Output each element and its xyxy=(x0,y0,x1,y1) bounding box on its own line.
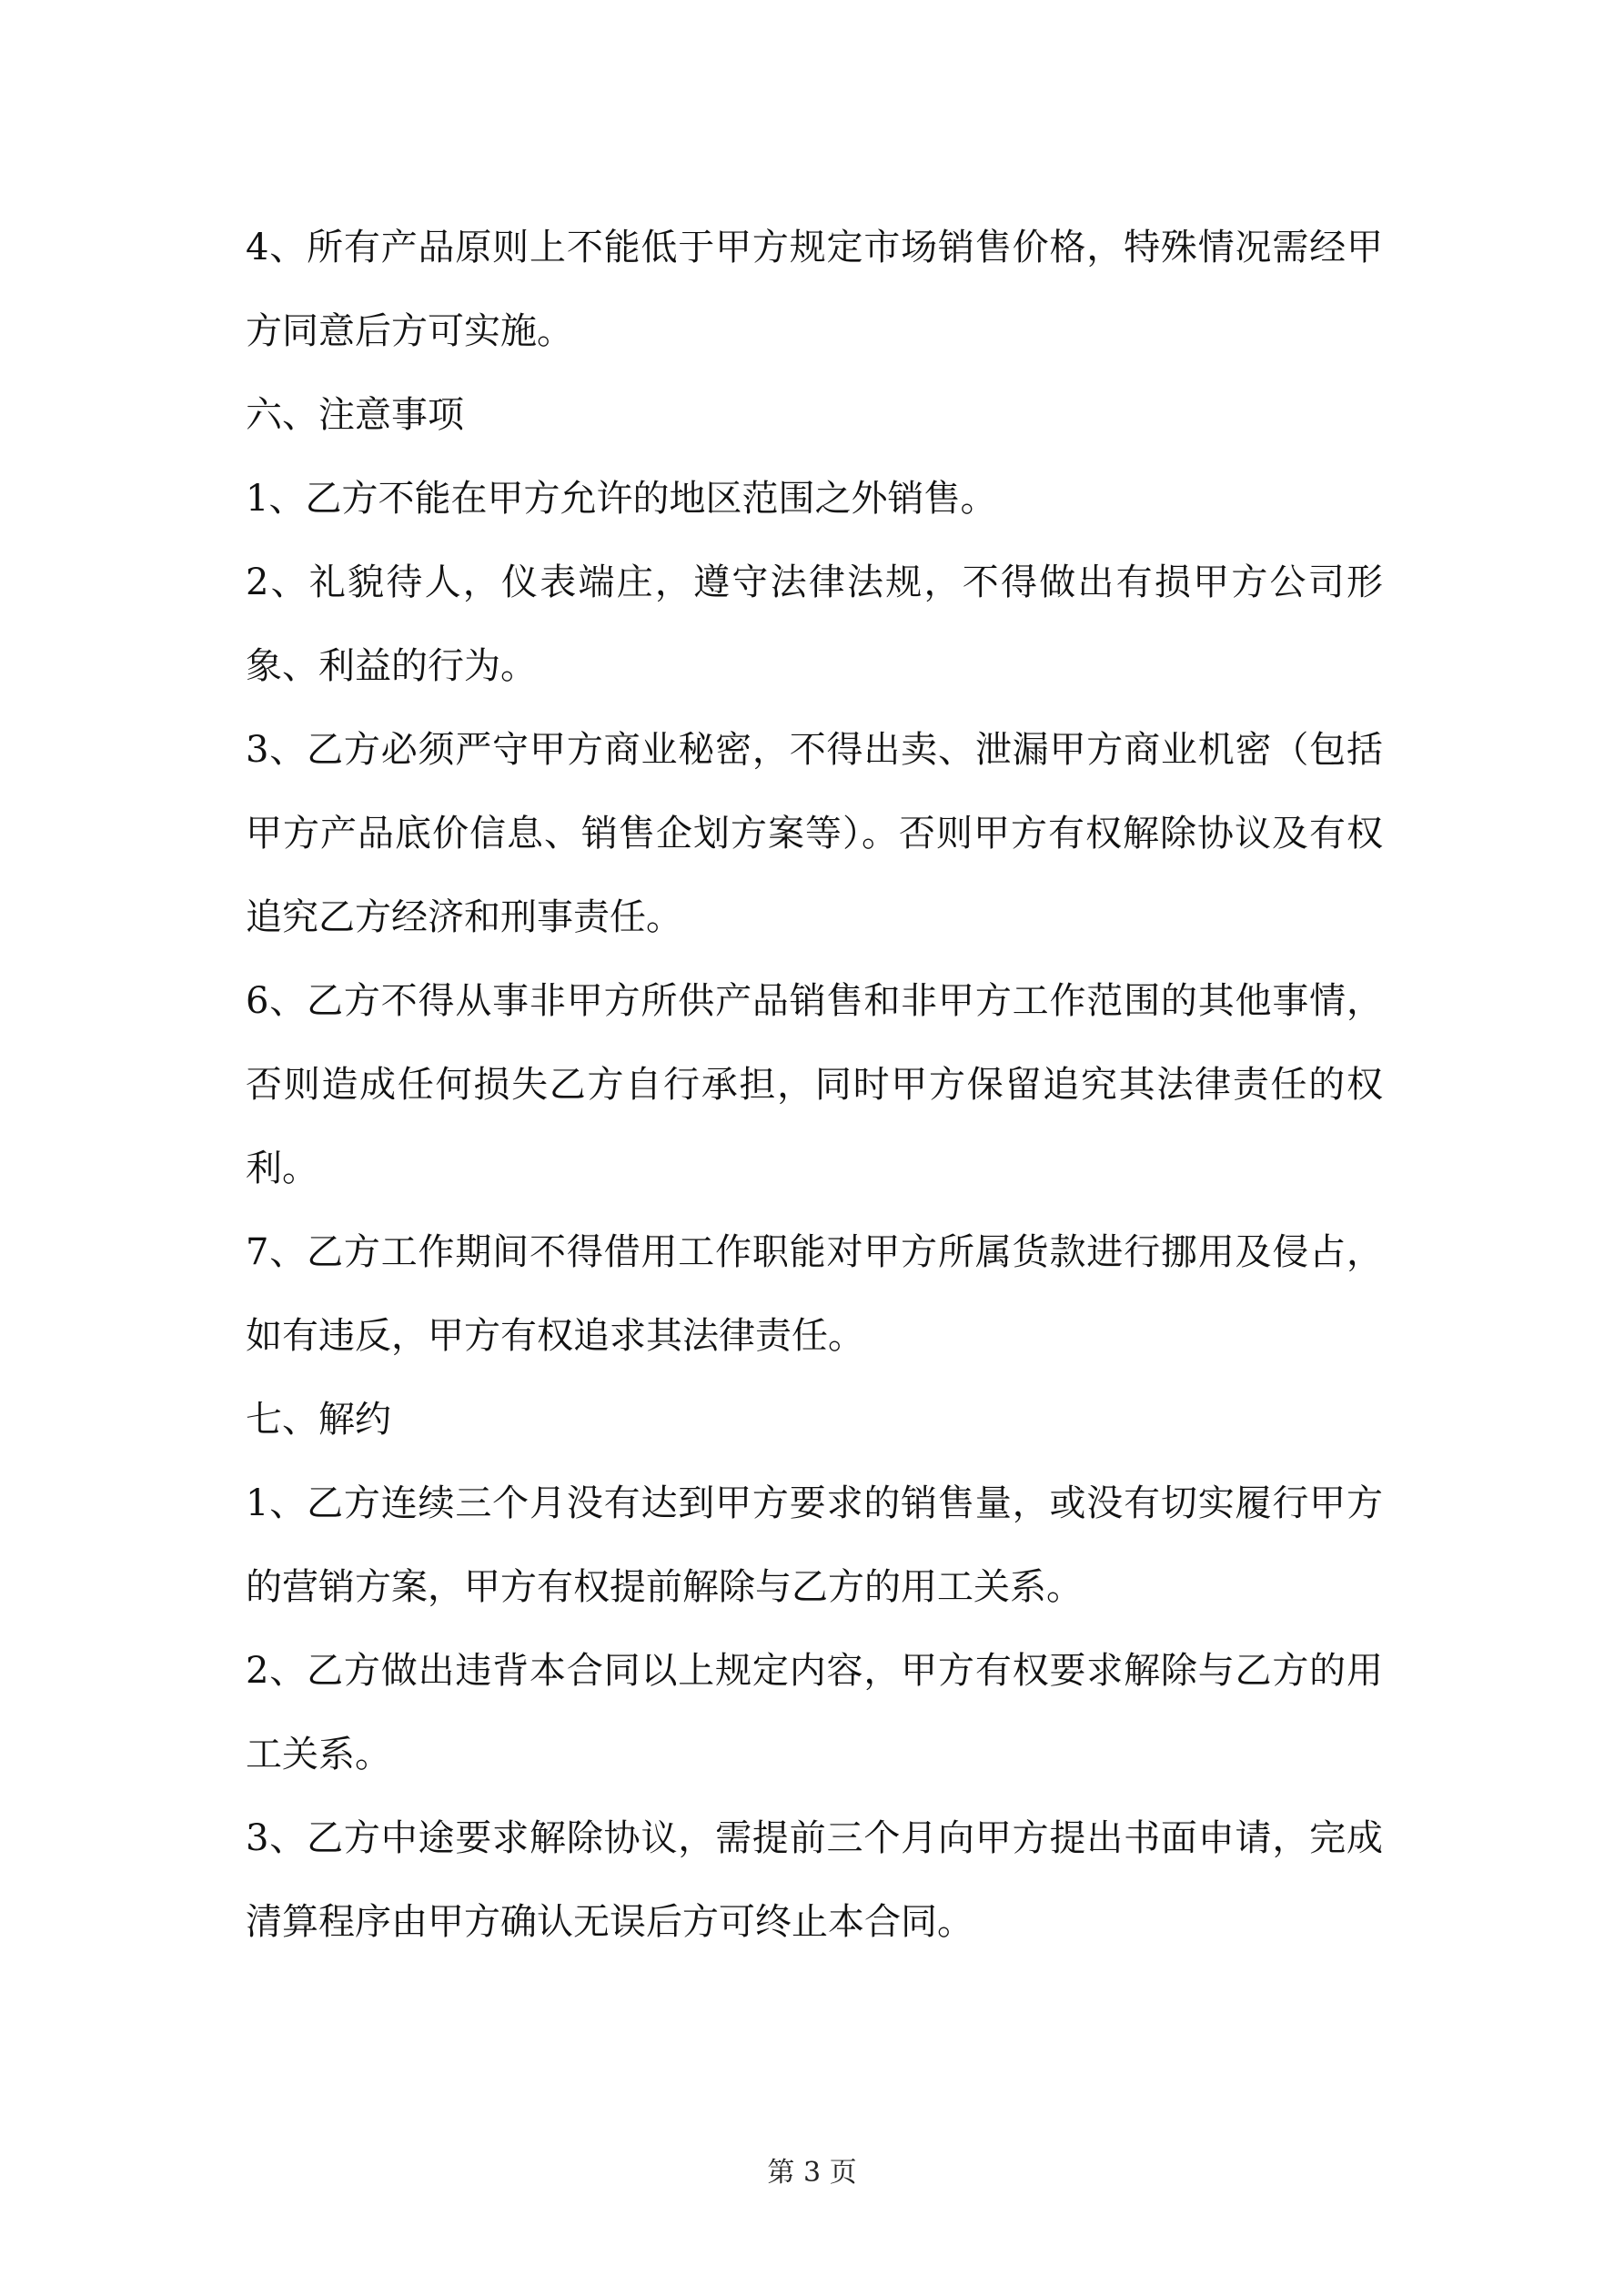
section-heading-termination: 七、解约 xyxy=(246,1399,391,1441)
termination-clause-1: 1、乙方连续三个月没有达到甲方要求的销售量，或没有切实履行甲方的营销方案，甲方有权提前解除与乙方的用工关系。 xyxy=(246,1482,1383,1608)
page-number-footer: 第 3 页 xyxy=(767,2157,857,2189)
clause-1-region: 1、乙方不能在甲方允许的地区范围之外销售。 xyxy=(246,478,997,520)
termination-clause-2: 2、乙方做出违背本合同以上规定内容，甲方有权要求解除与乙方的用工关系。 xyxy=(246,1650,1383,1775)
clause-4-pricing: 4、所有产品原则上不能低于甲方规定市场销售价格，特殊情况需经甲方同意后方可实施。 xyxy=(246,227,1383,352)
clause-2-conduct: 2、礼貌待人，仪表端庄，遵守法律法规，不得做出有损甲方公司形象、利益的行为。 xyxy=(246,561,1383,687)
document-body xyxy=(246,206,1383,1964)
termination-clause-3: 3、乙方中途要求解除协议，需提前三个月向甲方提出书面申请，完成清算程序由甲方确认无误后方可终止本合同。 xyxy=(246,1817,1383,1943)
clause-7-funds: 7、乙方工作期间不得借用工作职能对甲方所属货款进行挪用及侵占，如有违反，甲方有权追求其法律责任。 xyxy=(246,1231,1383,1357)
clause-6-scope: 6、乙方不得从事非甲方所供产品销售和非甲方工作范围的其他事情，否则造成任何损失乙方自行承担，同时甲方保留追究其法律责任的权利。 xyxy=(246,980,1383,1189)
clause-3-confidentiality: 3、乙方必须严守甲方商业秘密，不得出卖、泄漏甲方商业机密（包括甲方产品底价信息、销售企划方案等）。否则甲方有权解除协议及有权追究乙方经济和刑事责任。 xyxy=(246,729,1383,938)
section-heading-notes: 六、注意事项 xyxy=(246,394,464,436)
